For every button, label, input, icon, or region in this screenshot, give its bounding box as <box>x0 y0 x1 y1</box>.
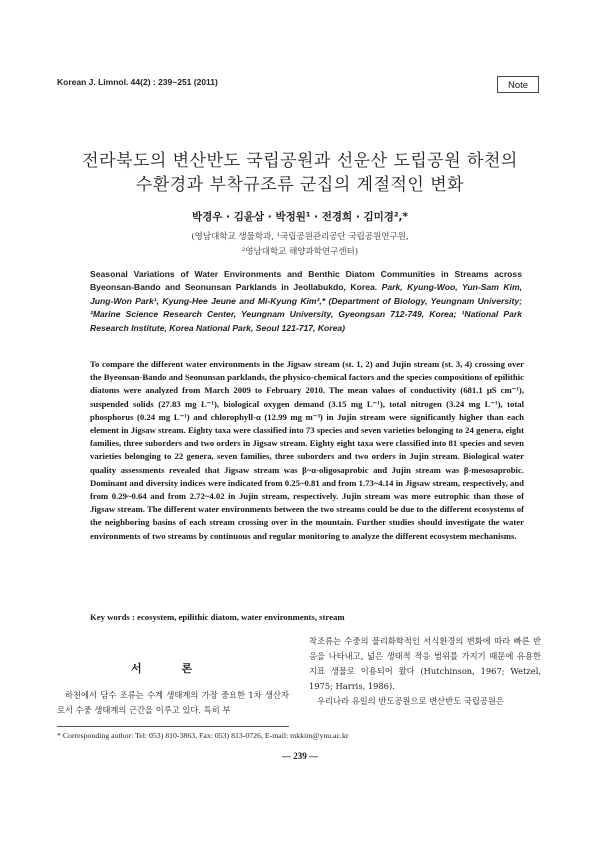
right-column-text <box>309 634 541 709</box>
page-number: — 239 — <box>282 751 318 761</box>
english-title: Seasonal Variations of Water Environments and Benthic Diatom Communities in Streams across Byeonsan-Bando and Seonunsan Parklands in Jeollabukdo, Korea. <box>90 269 522 293</box>
abstract <box>90 358 524 543</box>
korean-title-line-2: 수환경과 부착규조류 군집의 계절적인 변화 <box>135 175 465 195</box>
korean-title-line-1: 전라북도의 변산반도 국립공원과 선운산 도립공원 하천의 <box>82 151 518 171</box>
korean-affiliation-line-1: (영남대학교 생물학과, ¹국립공원관리공단 국립공원연구원, <box>191 232 409 242</box>
left-column-text <box>57 688 289 718</box>
section-title-introduction: 서 론 <box>131 662 211 675</box>
intro-paragraph-start: 하천에서 담수 조류는 수계 생태계의 가장 중요한 1차 생산자로서 수중 생태계의 근간을 이루고 있다. 특히 부 <box>57 690 289 715</box>
journal-citation: Korean J. Limnol. 44(2) : 239~251 (2011) <box>57 77 218 87</box>
keywords: Key words : ecosystem, epilithic diatom, water environments, stream <box>90 612 345 622</box>
abstract-text: To compare the different water environments in the Jigsaw stream (st. 1, 2) and Jujin stream (st. 3, 4) crossing over the Byeonsan-Bando and Seonunsan parklands, the physico-chemical factors and the species compositions of epilithic diatoms were analyzed from March 2009 to February 2010. The mean values of conductivity (681.1 μS cm⁻¹), suspended solids (27.83 mg L⁻¹), biological oxygen demand (3.15 mg L⁻¹), total nitrogen (3.24 mg L⁻¹), total phosphorus (0.24 mg L⁻¹) and chlorophyll-α (12.99 mg m⁻³) in Jujin stream were significantly higher than each element in Jigsaw stream. Eighty taxa were classified into 73 species and seven varieties belonging to 24 genera, eight families, three suborders and two orders in Jigsaw stream. Eighty eight taxa were classified into 81 species and seven varieties belonging to 22 genera, seven families, three suborders and two orders in Jujin stream. Biological water quality assessments revealed that Jigsaw stream was β~α-oligosaprobic and Jujin stream was β-mesosaprobic. Dominant and diversity indices were indicated from 0.25~0.81 and from 1.73~4.14 in Jigsaw stream, respectively, and from 0.29~0.64 and from 2.72~4.02 in Jujin stream, respectively. Jujin stream was more eutrophic than those of Jigsaw stream. The different water environments between the two streams could be due to the different ecosystems of the neighboring basins of each stream crossing over in the mountain. Further studies should investigate the water environments of two streams by continuous and regular monitoring to analyze the different ecosystem mechanisms. <box>90 359 524 541</box>
note-label-box: Note <box>497 76 539 93</box>
intro-paragraph-continued: 착조류는 수중의 물리화학적인 서식환경의 변화에 따라 빠른 반응을 나타내고, 넓은 생태적 적응 범위를 가지기 때문에 유용한 지표 생물로 이용되어 왔다 (Hutchinson, 1967; Wetzel, 1975; Harris, 1986). <box>309 636 541 691</box>
corresponding-author-footnote: * Corresponding author: Tel: 053) 810-3863, Fax: 053) 813-0726, E-mail: mkkim@ynu.ac.kr <box>57 731 349 740</box>
intro-paragraph-next: 우리나라 유일의 반도공원으로 변산반도 국립공원은 <box>317 696 504 706</box>
english-authors-affiliations: Park, Kyung-Woo, Yun-Sam Kim, Jung-Won Park¹, Kyung-Hee Jeune and Mi-Kyung Kim²,* (Department of Biology, Yeungnam University; ²Marine Science Research Center, Yeungnam University, Gyeongsan 712-749, Korea; ¹National Park Research Institute, Korea National Park, Seoul 121-717, Korea) <box>90 282 522 333</box>
english-title-block <box>90 268 522 335</box>
footnote-divider <box>57 726 289 727</box>
korean-affiliation-line-2: ²영남대학교 해양과학연구센터) <box>241 247 359 257</box>
korean-authors: 박경우 · 김윤삼 · 박정원¹ · 전경희 · 김미경²,* <box>191 211 409 223</box>
